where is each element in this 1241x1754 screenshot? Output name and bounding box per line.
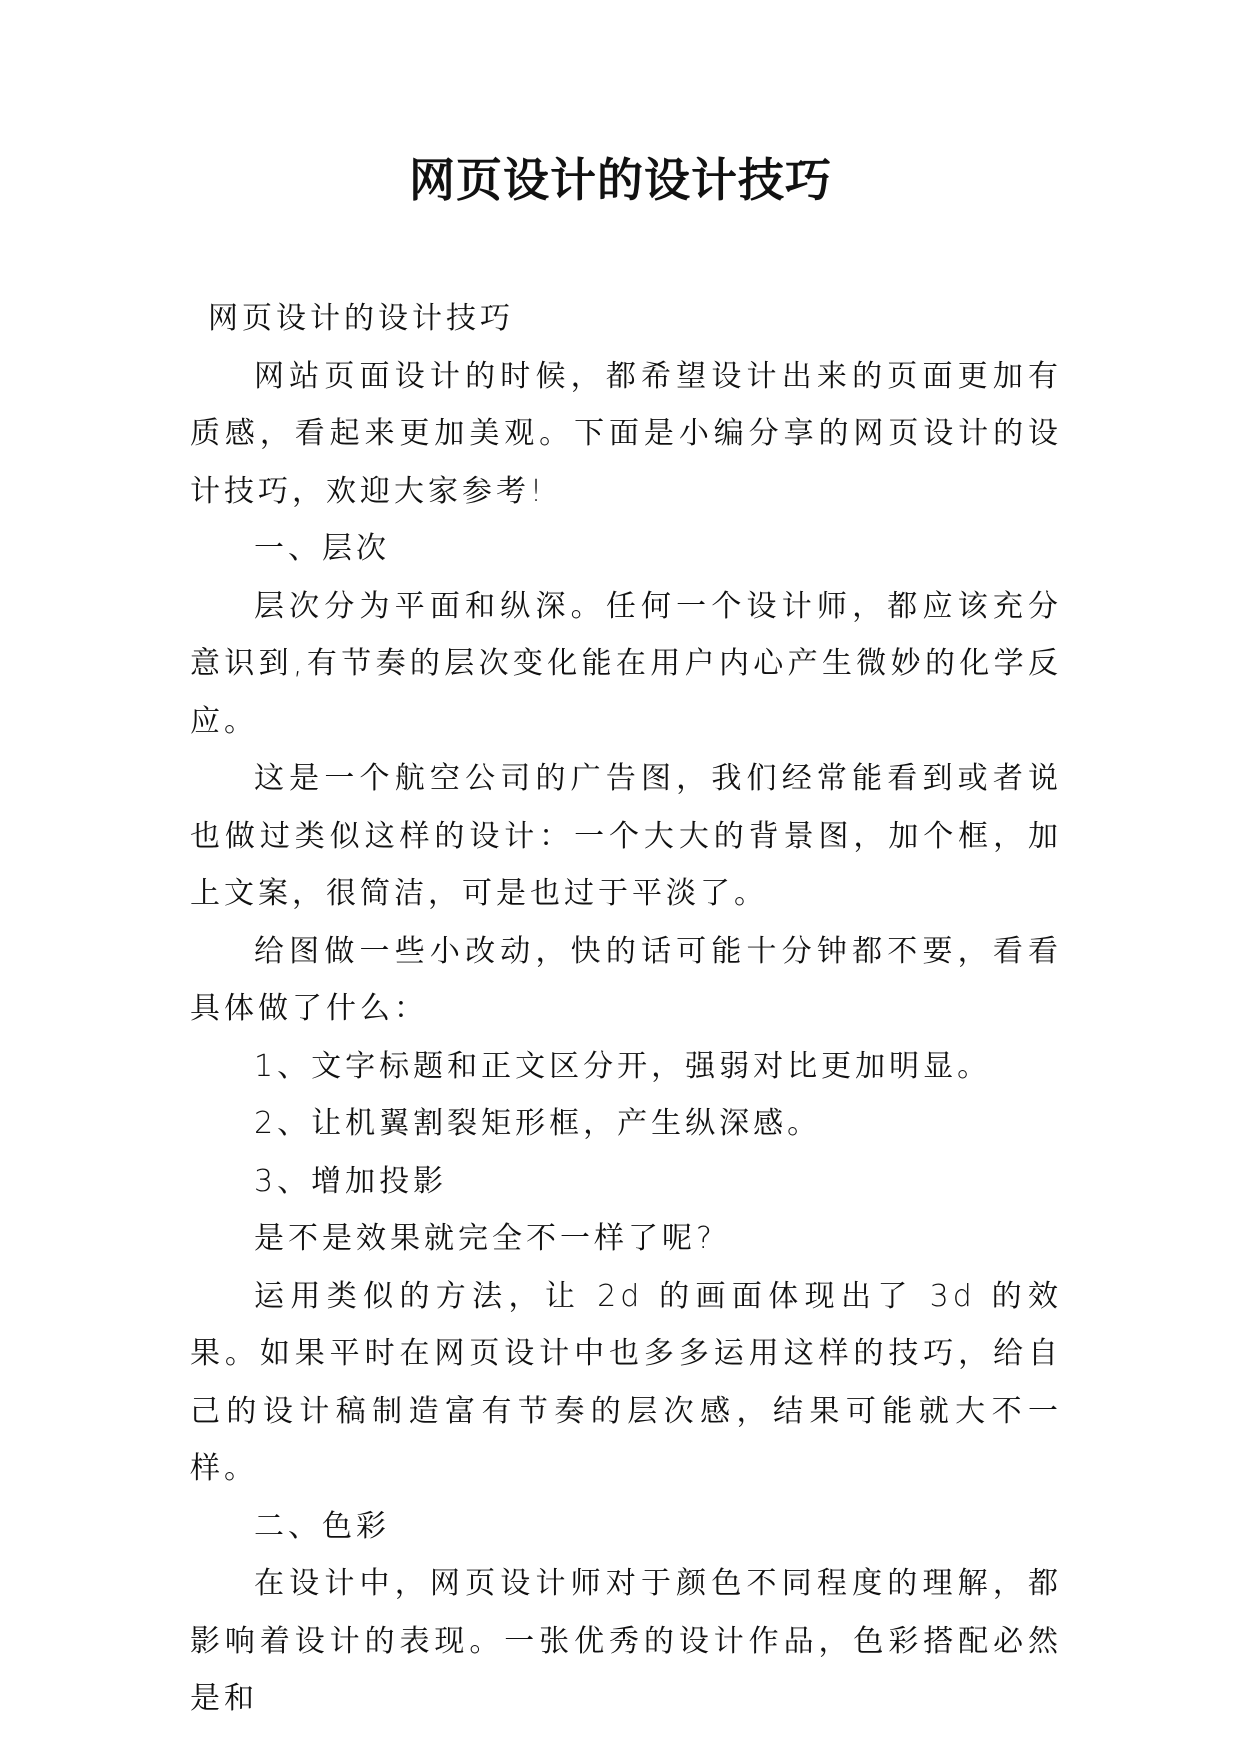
list-item-3: 3、增加投影 <box>254 1163 448 1199</box>
paragraph-color: 在设计中，网页设计师对于颜色不同程度的理解，都影响着设计的表现。一张优秀的设计作品，色彩搭配必然是和 <box>190 1566 1062 1716</box>
document-body <box>190 290 1062 1728</box>
intro-paragraph: 网站页面设计的时候，都希望设计出来的页面更加有质感，看起来更加美观。下面是小编分享的网页设计的设计技巧，欢迎大家参考! <box>190 358 1062 509</box>
paragraph-layers-definition: 层次分为平面和纵深。任何一个设计师，都应该充分意识到,有节奏的层次变化能在用户内心产生微妙的化学反应。 <box>190 588 1062 739</box>
section-heading-color: 二、色彩 <box>254 1508 390 1544</box>
document-title: 网页设计的设计技巧 <box>409 153 832 207</box>
section-heading-layers: 一、层次 <box>254 531 390 566</box>
list-item-1: 1、文字标题和正文区分开，强弱对比更加明显。 <box>254 1048 992 1084</box>
paragraph-2d-3d: 运用类似的方法，让 2d 的画面体现出了 3d 的效果。如果平时在网页设计中也多多运用这样的技巧，给自己的设计稿制造富有节奏的层次感，结果可能就大不一样。 <box>190 1278 1062 1486</box>
document-subtitle: 网页设计的设计技巧 <box>208 301 514 336</box>
paragraph-airline-ad: 这是一个航空公司的广告图，我们经常能看到或者说也做过类似这样的设计：一个大大的背景图，加个框，加上文案，很简洁，可是也过于平淡了。 <box>190 761 1062 911</box>
list-item-2: 2、让机翼割裂矩形框，产生纵深感。 <box>254 1106 822 1141</box>
paragraph-small-changes: 给图做一些小改动，快的话可能十分钟都不要，看看具体做了什么： <box>190 933 1062 1026</box>
paragraph-question: 是不是效果就完全不一样了呢? <box>254 1221 716 1256</box>
